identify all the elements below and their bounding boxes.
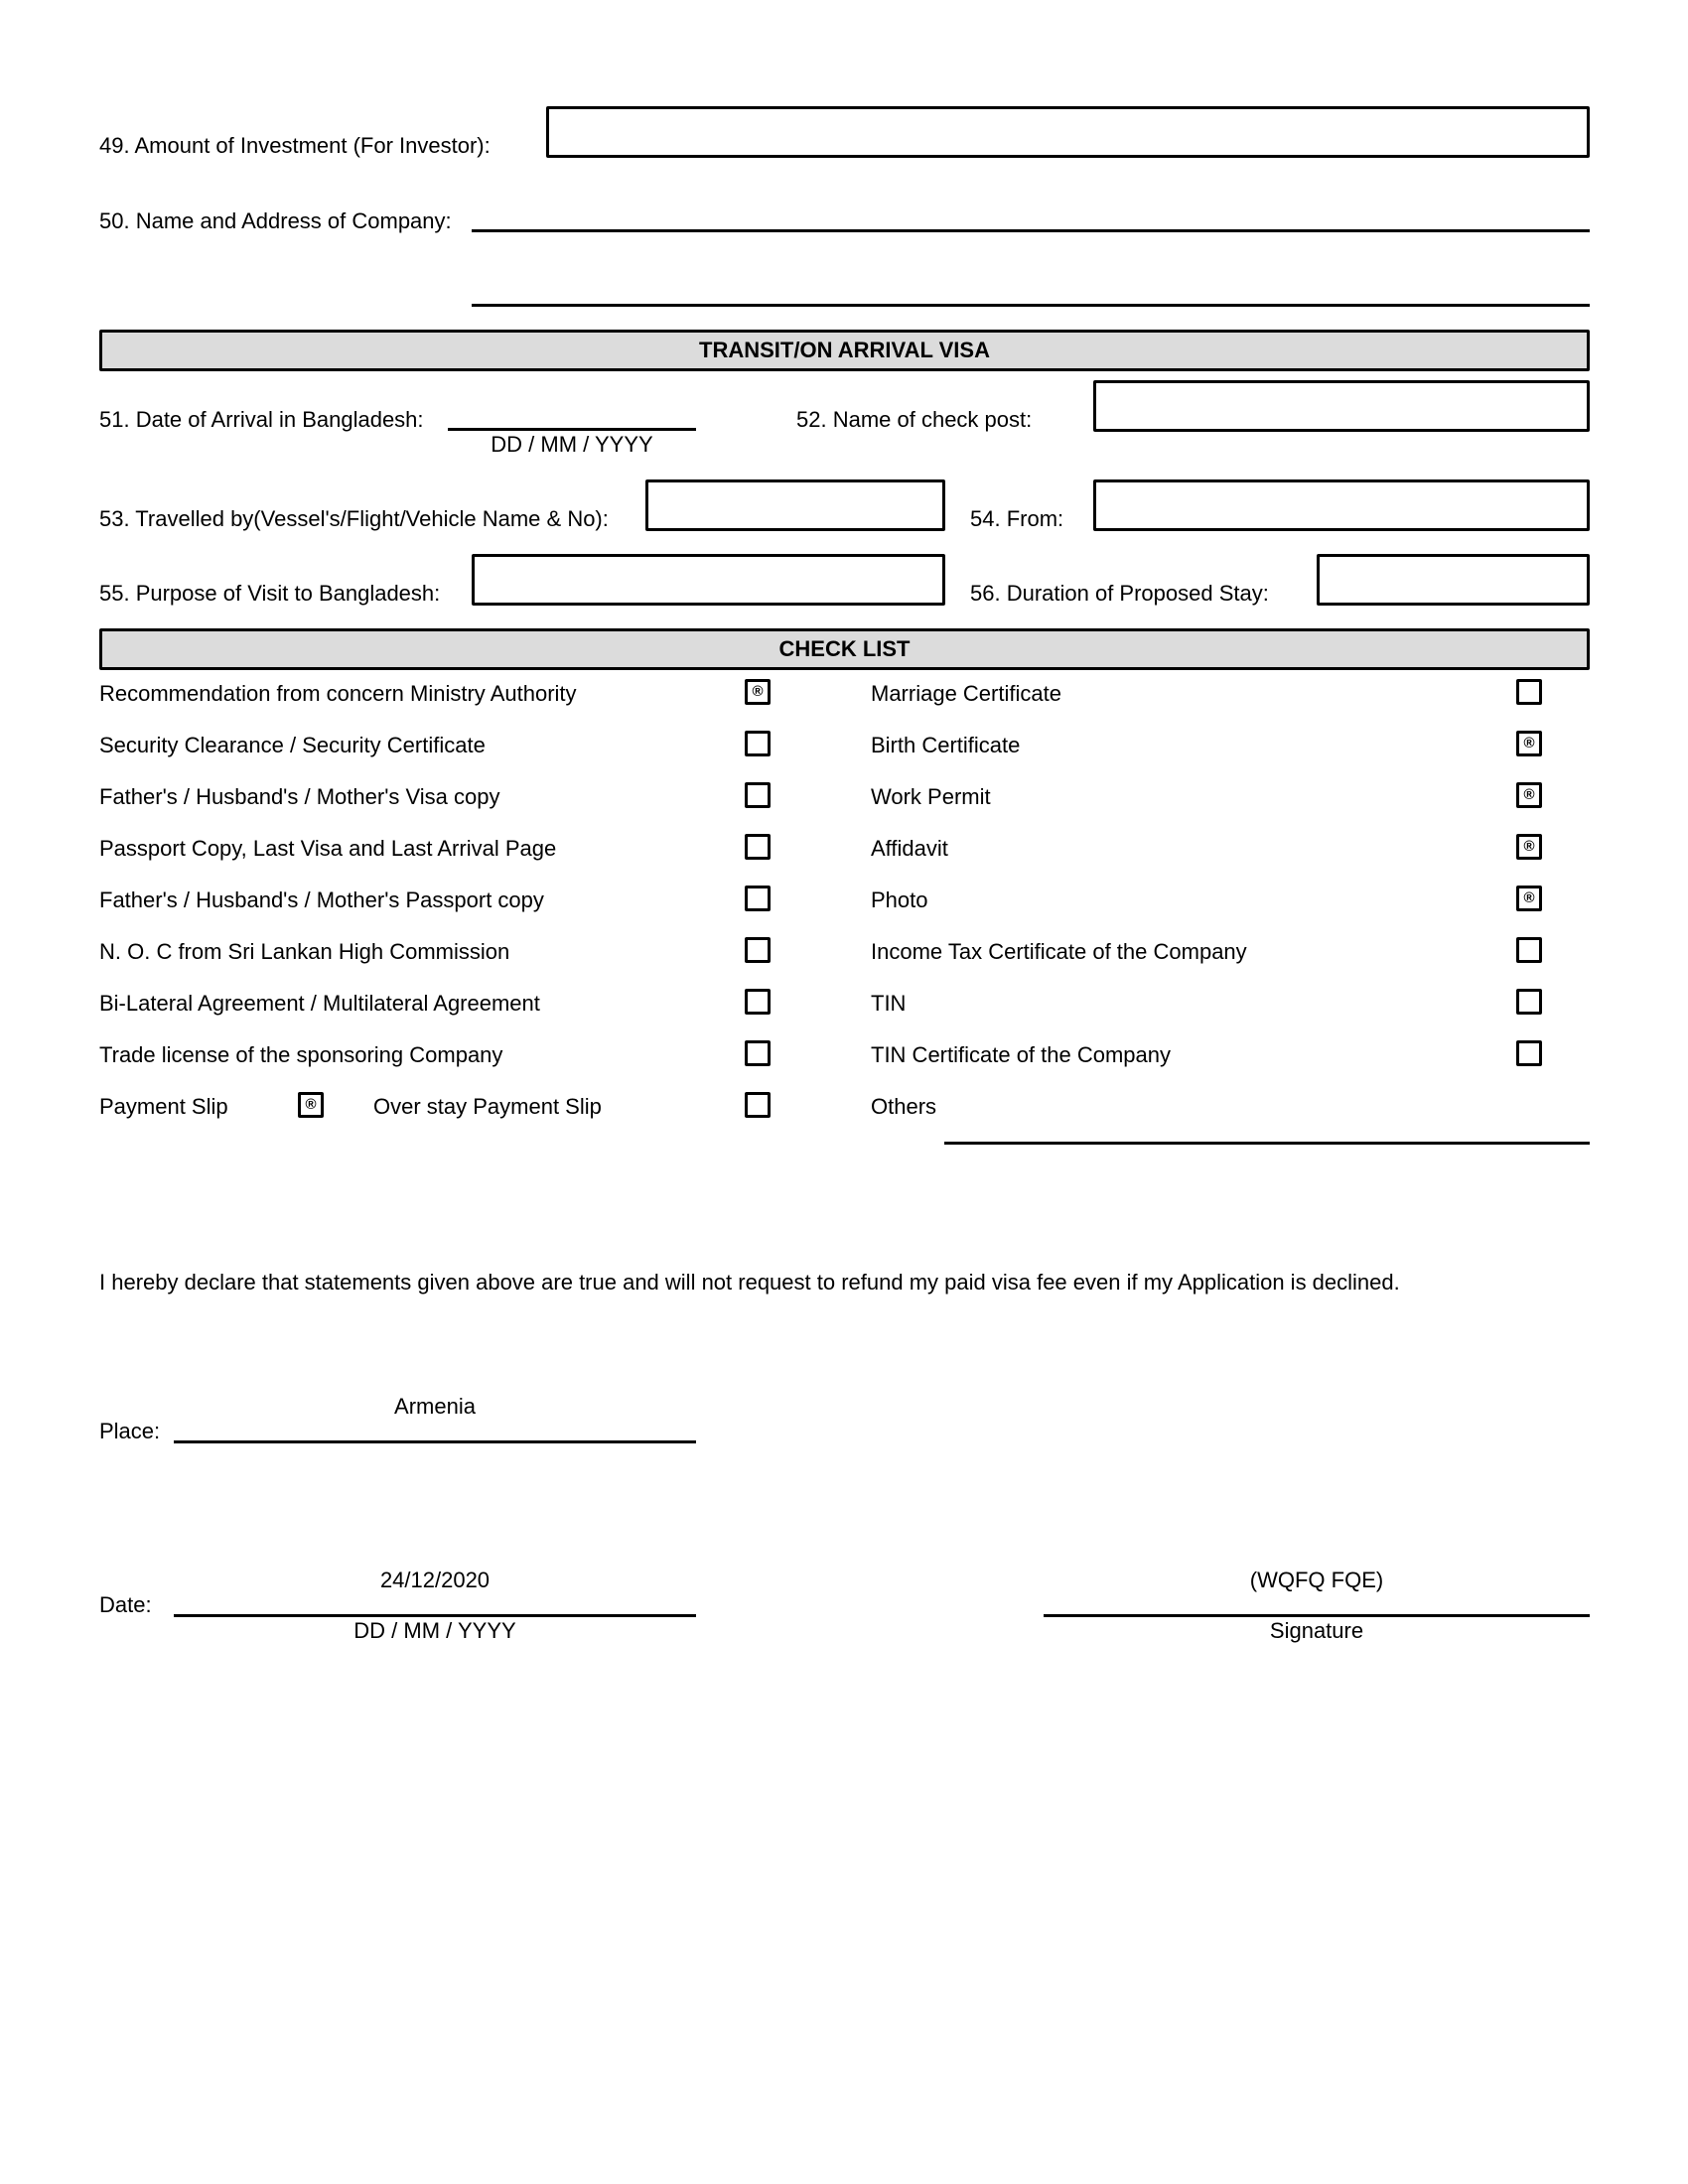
- overstay-slip-checkbox[interactable]: [745, 1092, 771, 1118]
- transit-section-header: TRANSIT/ON ARRIVAL VISA: [99, 330, 1590, 371]
- checklist-right-checkbox-1[interactable]: [1516, 679, 1542, 705]
- q53-label: 53. Travelled by(Vessel's/Flight/Vehicle Name & No):: [99, 506, 609, 531]
- arrival-date-format-hint: DD / MM / YYYY: [491, 432, 653, 457]
- travelled-by-field[interactable]: [645, 479, 945, 531]
- checklist-right-checkbox-2[interactable]: ®: [1516, 731, 1542, 756]
- signature-field[interactable]: [1044, 1614, 1590, 1617]
- checklist-right-label-2: Birth Certificate: [871, 733, 1021, 757]
- arrival-date-field[interactable]: [448, 428, 696, 431]
- payment-slip-label: Payment Slip: [99, 1094, 228, 1119]
- q55-label: 55. Purpose of Visit to Bangladesh:: [99, 581, 441, 606]
- checklist-left-checkbox-7[interactable]: [745, 989, 771, 1015]
- declaration-text: I hereby declare that statements given above are true and will not request to refund my paid visa fee even if my Application is declined.: [99, 1270, 1400, 1295]
- q54-label: 54. From:: [970, 506, 1064, 531]
- q52-label: 52. Name of check post:: [796, 407, 1033, 432]
- checklist-left-label-5: Father's / Husband's / Mother's Passport copy: [99, 887, 544, 912]
- checklist-left-checkbox-5[interactable]: [745, 886, 771, 911]
- checklist-right-label-8: TIN Certificate of the Company: [871, 1042, 1172, 1067]
- checklist-right-label-1: Marriage Certificate: [871, 681, 1061, 706]
- checklist-left-label-4: Passport Copy, Last Visa and Last Arrival Page: [99, 836, 557, 861]
- investment-amount-field[interactable]: [546, 106, 1590, 158]
- checklist-left-label-2: Security Clearance / Security Certificate: [99, 733, 486, 757]
- overstay-slip-label: Over stay Payment Slip: [373, 1094, 602, 1119]
- q50-label: 50. Name and Address of Company:: [99, 208, 452, 233]
- checklist-right-checkbox-4[interactable]: ®: [1516, 834, 1542, 860]
- place-field[interactable]: [174, 1440, 696, 1443]
- date-format-hint: DD / MM / YYYY: [353, 1618, 516, 1643]
- place-value: Armenia: [394, 1394, 476, 1419]
- check-post-field[interactable]: [1093, 380, 1590, 432]
- q56-label: 56. Duration of Proposed Stay:: [970, 581, 1269, 606]
- from-field[interactable]: [1093, 479, 1590, 531]
- checklist-left-label-3: Father's / Husband's / Mother's Visa copy: [99, 784, 500, 809]
- checklist-right-label-7: TIN: [871, 991, 907, 1016]
- signature-value: (WQFQ FQE): [1249, 1568, 1384, 1592]
- checklist-left-label-6: N. O. C from Sri Lankan High Commission: [99, 939, 510, 964]
- checklist-section-header: CHECK LIST: [99, 628, 1590, 670]
- checklist-left-label-7: Bi-Lateral Agreement / Multilateral Agreement: [99, 991, 540, 1016]
- checklist-right-checkbox-8[interactable]: [1516, 1040, 1542, 1066]
- checklist-right-checkbox-3[interactable]: ®: [1516, 782, 1542, 808]
- purpose-of-visit-field[interactable]: [472, 554, 945, 606]
- place-label: Place:: [99, 1419, 161, 1443]
- checklist-left-checkbox-1[interactable]: ®: [745, 679, 771, 705]
- checklist-right-checkbox-5[interactable]: ®: [1516, 886, 1542, 911]
- checklist-left-checkbox-2[interactable]: [745, 731, 771, 756]
- signature-label: Signature: [1269, 1618, 1364, 1643]
- duration-of-stay-field[interactable]: [1317, 554, 1590, 606]
- others-label: Others: [871, 1094, 937, 1119]
- checklist-left-checkbox-8[interactable]: [745, 1040, 771, 1066]
- checklist-right-label-5: Photo: [871, 887, 928, 912]
- date-label: Date:: [99, 1592, 152, 1617]
- checklist-right-label-6: Income Tax Certificate of the Company: [871, 939, 1247, 964]
- date-value: 24/12/2020: [379, 1568, 491, 1592]
- q49-label: 49. Amount of Investment (For Investor):: [99, 133, 491, 158]
- checklist-left-checkbox-6[interactable]: [745, 937, 771, 963]
- q51-label: 51. Date of Arrival in Bangladesh:: [99, 407, 424, 432]
- checklist-left-label-8: Trade license of the sponsoring Company: [99, 1042, 503, 1067]
- others-field[interactable]: [944, 1142, 1590, 1145]
- checklist-left-checkbox-3[interactable]: [745, 782, 771, 808]
- checklist-right-checkbox-6[interactable]: [1516, 937, 1542, 963]
- company-address-line-1[interactable]: [472, 229, 1590, 232]
- company-address-line-2[interactable]: [472, 304, 1590, 307]
- payment-slip-checkbox[interactable]: ®: [298, 1092, 324, 1118]
- checklist-right-label-4: Affidavit: [871, 836, 948, 861]
- checklist-right-checkbox-7[interactable]: [1516, 989, 1542, 1015]
- checklist-left-label-1: Recommendation from concern Ministry Authority: [99, 681, 577, 706]
- date-field[interactable]: [174, 1614, 696, 1617]
- checklist-right-label-3: Work Permit: [871, 784, 991, 809]
- checklist-left-checkbox-4[interactable]: [745, 834, 771, 860]
